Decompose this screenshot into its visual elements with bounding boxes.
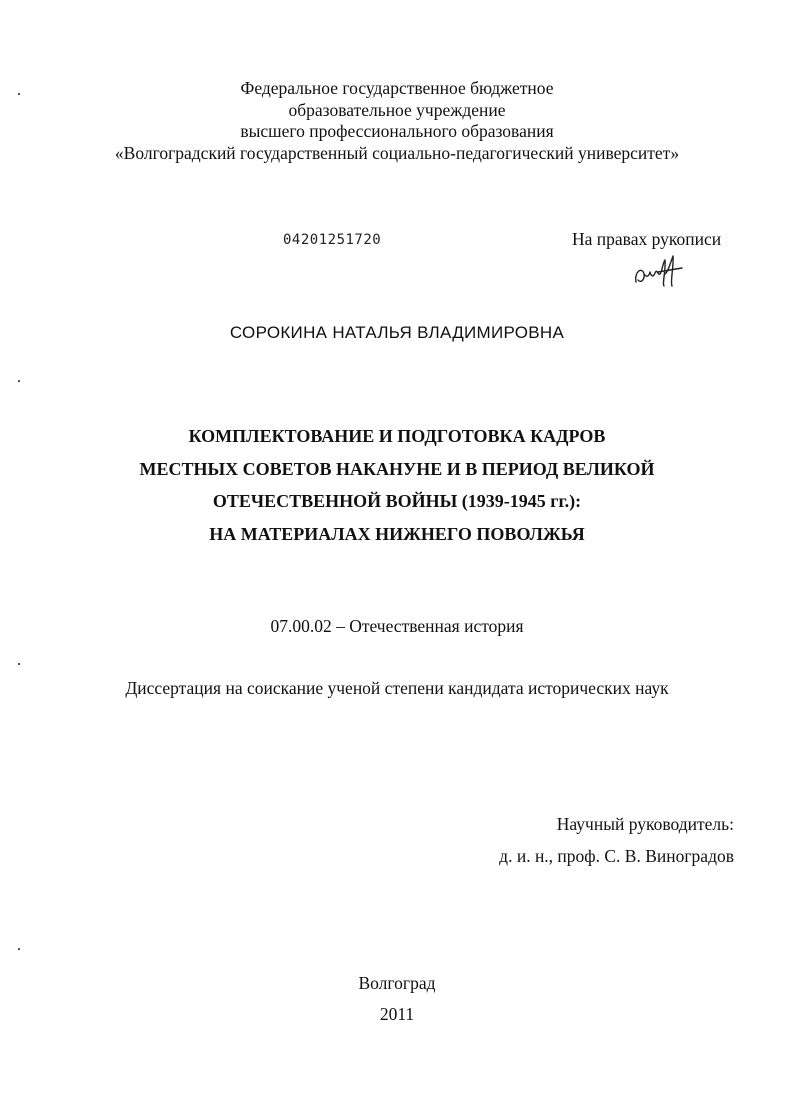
- dissertation-title: [0, 420, 794, 550]
- title-line: НА МАТЕРИАЛАХ НИЖНЕГО ПОВОЛЖЬЯ: [209, 523, 585, 544]
- degree-statement: Диссертация на соискание ученой степени кандидата исторических наук: [125, 678, 669, 698]
- org-line: «Волгоградский государственный социально-педагогический университет»: [114, 142, 680, 163]
- margin-mark: [18, 380, 20, 382]
- signature-icon: [632, 252, 692, 292]
- archive-number: 04201251720: [283, 232, 382, 248]
- advisor-label: Научный руководитель:: [556, 814, 734, 834]
- city: Волгоград: [358, 973, 436, 993]
- org-line: высшего профессионального образования: [240, 121, 554, 141]
- author-name: СОРОКИНА НАТАЛЬЯ ВЛАДИМИРОВНА: [229, 323, 565, 342]
- title-line: КОМПЛЕКТОВАНИЕ И ПОДГОТОВКА КАДРОВ: [188, 426, 606, 446]
- organization-header: [0, 78, 794, 164]
- specialty-code: 07.00.02 – Отечественная история: [270, 616, 524, 636]
- place-and-year: [0, 968, 794, 1030]
- year: 2011: [379, 1004, 415, 1024]
- manuscript-rights: На правах рукописи: [572, 229, 722, 249]
- org-line: Федеральное государственное бюджетное: [240, 78, 554, 98]
- org-line: образовательное учреждение: [288, 99, 506, 120]
- advisor-name: д. и. н., проф. С. В. Виноградов: [499, 846, 734, 866]
- scientific-advisor: [499, 808, 734, 872]
- title-line: МЕСТНЫХ СОВЕТОВ НАКАНУНЕ И В ПЕРИОД ВЕЛИКОЙ: [139, 458, 655, 479]
- margin-mark: [18, 663, 20, 665]
- title-line: ОТЕЧЕСТВЕННОЙ ВОЙНЫ (1939-1945 гг.):: [212, 491, 582, 511]
- margin-mark: [18, 948, 20, 950]
